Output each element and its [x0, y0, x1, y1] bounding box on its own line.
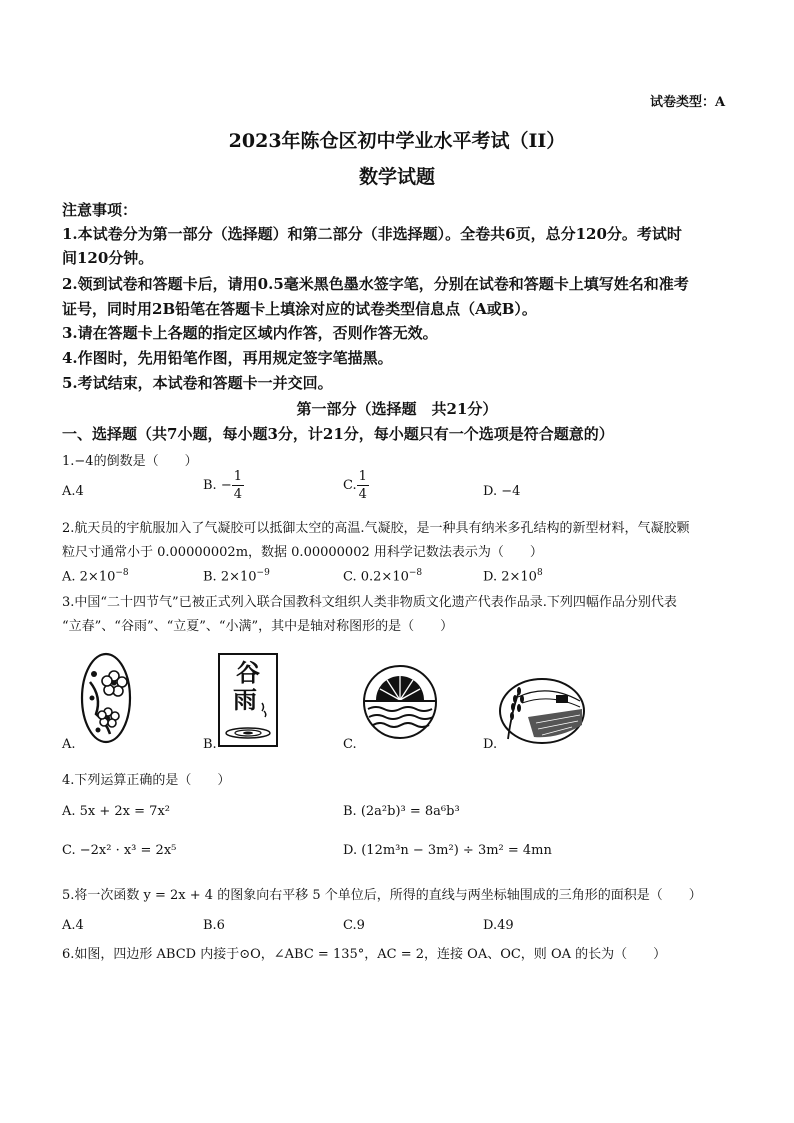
note-line: 证号，同时用2B铅笔在答题卡上填涂对应的试卷类型信息点（A或B）。: [62, 300, 537, 318]
q2-stem-line2: 粒尺寸通常小于 0.00000002m，数据 0.00000002 用科学记数法表示为（ ）: [62, 545, 543, 560]
q2-option-a: A. $2\times 10^{-8}$: [62, 568, 129, 585]
note-line: 3.请在答题卡上各题的指定区域内作答，否则作答无效。: [62, 324, 438, 342]
q5-option-b: B.6: [203, 918, 225, 933]
q1-stem: 1.−4的倒数是（ ）: [62, 454, 198, 469]
q4-option-c: C. −2x² · x³ = 2x⁵: [62, 843, 177, 858]
section-heading: 一、选择题（共7小题，每小题3分，计21分，每小题只有一个选项是符合题意的）: [62, 425, 614, 443]
q1-option-c: C. $\frac{1}{4}$: [343, 469, 367, 502]
q2-stem-line1: 2.航天员的宇航服加入了气凝胶可以抵御太空的高温.气凝胶，是一种具有纳米多孔结构的新型材料，气凝胶颗: [62, 521, 690, 536]
lixia-sun-image: [362, 664, 438, 740]
q3-stem-line2: “立春”、“谷雨”、“立夏”、“小满”，其中是轴对称图形的是（ ）: [62, 619, 454, 634]
part1-heading: 第一部分（选择题 共21分）: [296, 400, 498, 418]
notes-heading: 注意事项：: [62, 201, 138, 219]
q4-option-d: D. (12m³n − 3m²) ÷ 3m² = 4mn: [343, 843, 552, 858]
q3-option-d: D.: [483, 737, 498, 752]
svg-text:谷: 谷: [236, 658, 260, 687]
q1-option-d: D. −4: [483, 484, 521, 499]
q5-option-c: C.9: [343, 918, 365, 933]
exam-title: 2023年陈仓区初中学业水平考试（II）: [228, 130, 566, 152]
paper-type-label: 试卷类型：A: [650, 95, 726, 110]
q5-stem: 5.将一次函数 y = 2x + 4 的图象向右平移 5 个单位后，所得的直线与两坐标轴围成的三角形的面积是（ ）: [62, 888, 702, 903]
q6-stem: 6.如图，四边形 ABCD 内接于⊙O，∠ABC = 135°，AC = 2，连接 OA、OC，则 OA 的长为（ ）: [62, 947, 667, 962]
q2-option-c: C. $0.2\times 10^{-8}$: [343, 568, 423, 585]
q1-option-b: B. − $\frac{1}{4}$: [203, 469, 242, 502]
q5-option-a: A.4: [62, 918, 84, 933]
lichun-flower-image: [80, 652, 132, 744]
q4-option-b: B. (2a²b)³ = 8a⁶b³: [343, 804, 460, 819]
q4-option-a: A. 5x + 2x = 7x²: [62, 804, 170, 819]
q5-option-d: D.49: [483, 918, 514, 933]
xiaoman-field-image: [498, 677, 586, 745]
q3-option-a: A.: [62, 737, 76, 752]
note-line: 间120分钟。: [62, 249, 154, 267]
guyu-calligraphy-image: [218, 653, 278, 747]
exam-subtitle: 数学试题: [358, 166, 435, 188]
q2-option-b: B. $2\times 10^{-9}$: [203, 568, 270, 585]
q3-option-b: B.: [203, 737, 217, 752]
q4-stem: 4.下列运算正确的是（ ）: [62, 773, 231, 788]
q1-option-a: A.4: [62, 484, 84, 499]
note-line: 2.领到试卷和答题卡后，请用0.5毫米黑色墨水签字笔，分别在试卷和答题卡上填写姓名和准考: [62, 275, 689, 293]
q2-option-d: D. $2\times 10^8$: [483, 568, 543, 585]
note-line: 4.作图时，先用铅笔作图，再用规定签字笔描黑。: [62, 349, 393, 367]
svg-text:雨: 雨: [233, 685, 257, 714]
q3-stem-line1: 3.中国“二十四节气”已被正式列入联合国教科文组织人类非物质文化遗产代表作品录.下列四幅作品分别代表: [62, 595, 677, 610]
q3-option-c: C.: [343, 737, 357, 752]
note-line: 5.考试结束，本试卷和答题卡一并交回。: [62, 374, 333, 392]
note-line: 1.本试卷分为第一部分（选择题）和第二部分（非选择题）。全卷共6页，总分120分。考试时: [62, 225, 682, 243]
